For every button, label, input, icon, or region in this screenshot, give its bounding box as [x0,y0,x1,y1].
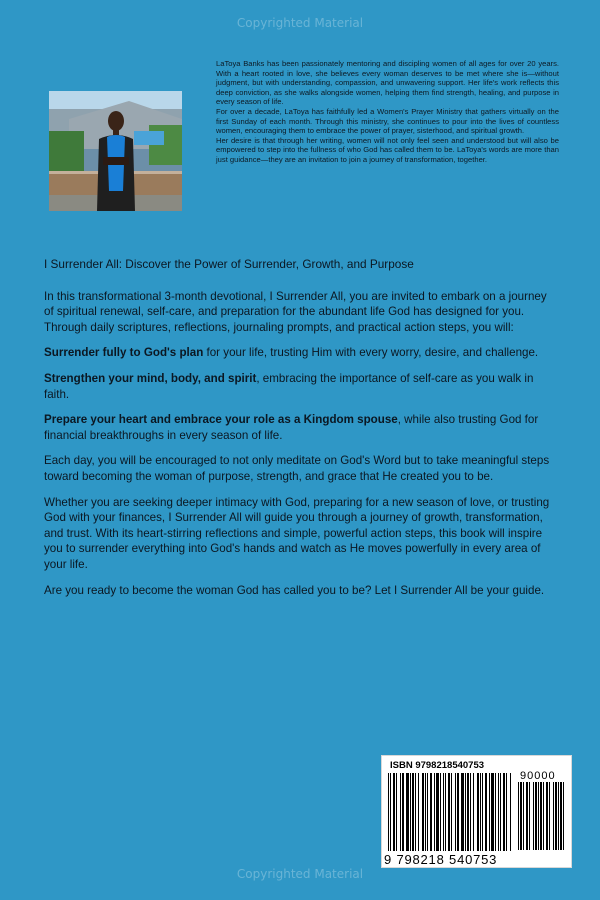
intro-paragraph: In this transformational 3-month devotional, I Surrender All, you are invited to embark on a journey of spiritual renewal, self-care, and preparation for the abundant life God has designed for you. Through daily scriptures, reflections, journaling prompts, and practical action steps, you will: [44,289,547,334]
ean-digits: 9 798218 540753 [384,852,498,867]
closing-paragraph: Are you ready to become the woman God has called you to be? Let I Surrender All be your guide. [44,583,545,597]
author-photo [49,91,182,211]
bullet-bold-lead: Strengthen your mind, body, and spirit [44,371,257,385]
whether-paragraph: Whether you are seeking deeper intimacy with God, preparing for a new season of love, or trusting God with your finances, I Surrender All will guide you through a journey of growth, transformation, and trust. With its heart-stirring reflections and simple, powerful action steps, this book will inspire you to surrender everything into God's hands and watch as He moves powerfully in every area of your life. [44,495,550,571]
bullet-text: , embracing the importance of self-care as you walk in faith. [44,371,534,401]
bullet-text: for your life, trusting Him with every worry, desire, and challenge. [203,346,539,360]
bio-paragraph: For over a decade, LaToya has faithfully led a Women's Prayer Ministry that gathers virtually on the first Sunday of each month. Through this ministry, she continues to pour into the lives of countless women, encouraging them to embrace the power of prayer, sisterhood, and spiritual growth. [216,106,559,136]
bullet-bold-lead: Prepare your heart and embrace your role as a Kingdom spouse [44,413,398,427]
daily-paragraph: Each day, you will be encouraged to not only meditate on God's Word but to take meaningful steps toward becoming the woman of purpose, strength, and grace that He created you to be. [44,454,550,483]
bullet-bold-lead: Surrender fully to God's plan [44,346,204,360]
description-headline: I Surrender All: Discover the Power of Surrender, Growth, and Purpose [44,257,414,271]
author-bio [216,59,559,165]
bullet-point [44,345,554,361]
bullet-text: , while also trusting God for financial breakthroughs in every season of life. [44,413,539,442]
barcode-bars-icon [388,773,512,853]
watermark-bottom: Copyrighted Material [236,867,364,881]
price-code: 90000 [520,770,556,782]
bio-paragraph: LaToya Banks has been passionately mentoring and discipling women of all ages for over 20 years. With a heart rooted in love, she believes every woman deserves to be met where she is—without judgment, but with understanding, compassion, and unwavering support. Her life's work reflects this deep conviction, as she walks alongside women, helping them find strength, healing, and purpose in every season of life. [216,59,559,107]
book-description [44,257,554,608]
bullet-point [44,371,554,402]
addon-barcode-icon [518,782,566,852]
watermark-top: Copyrighted Material [236,16,364,30]
bullet-point [44,412,554,443]
isbn-barcode [381,755,572,868]
isbn-label: ISBN 9798218540753 [390,760,485,771]
bio-paragraph: Her desire is that through her writing, women will not only feel seen and understood but will also be empowered to step into the fullness of who God has called them to be. LaToya's words are more than just guidance—they are an invitation to join a journey of transformation, together. [216,135,559,164]
